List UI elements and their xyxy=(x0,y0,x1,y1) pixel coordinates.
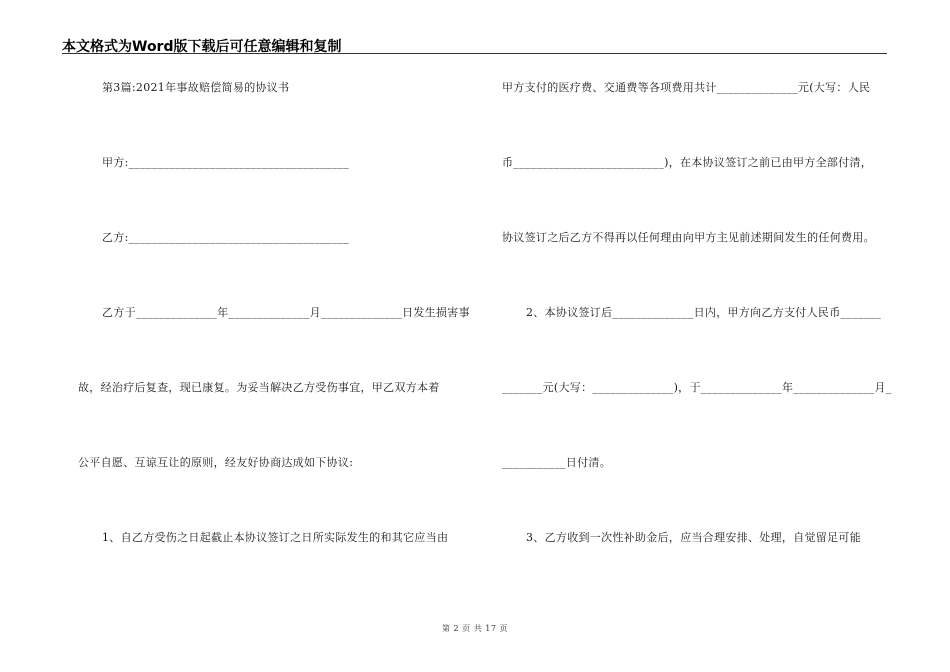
header-divider xyxy=(62,53,887,54)
right-line-4: 2、本协议签订后______________日内，甲方向乙方支付人民币_______ xyxy=(526,306,882,319)
left-line-6: 公平自愿、互谅互让的原则，经友好协商达成如下协议: xyxy=(78,456,354,469)
left-line-5: 故，经治疗后复查，现已康复。为妥当解决乙方受伤事宜，甲乙双方本着 xyxy=(78,381,440,394)
right-line-2: 币__________________________)，在本协议签订之前已由甲方全部付清， xyxy=(502,156,873,169)
page-number: 第 2 页 共 17 页 xyxy=(442,624,508,633)
left-line-2: 甲方:______________________________________ xyxy=(102,156,350,169)
document-header-title: 本文格式为Word版下载后可任意编辑和复制 xyxy=(62,39,342,55)
right-line-6: ___________日付清。 xyxy=(502,456,611,469)
right-line-5: _______元(大写：______________)，于______________年______________月_ xyxy=(502,381,892,394)
left-line-1: 第3篇:2021年事故赔偿简易的协议书 xyxy=(102,81,290,94)
left-line-4: 乙方于______________年______________月______________日发生损害事 xyxy=(102,306,470,319)
left-line-3: 乙方:______________________________________ xyxy=(102,231,350,244)
right-line-3: 协议签订之后乙方不得再以任何理由向甲方主见前述期间发生的任何费用。 xyxy=(502,231,875,244)
right-line-7: 3、乙方收到一次性补助金后，应当合理安排、处理，自觉留足可能 xyxy=(526,531,861,544)
left-line-7: 1、自乙方受伤之日起截止本协议签订之日所实际发生的和其它应当由 xyxy=(102,531,449,544)
right-line-1: 甲方支付的医疗费、交通费等各项费用共计______________元(大写：人民 xyxy=(502,81,871,94)
